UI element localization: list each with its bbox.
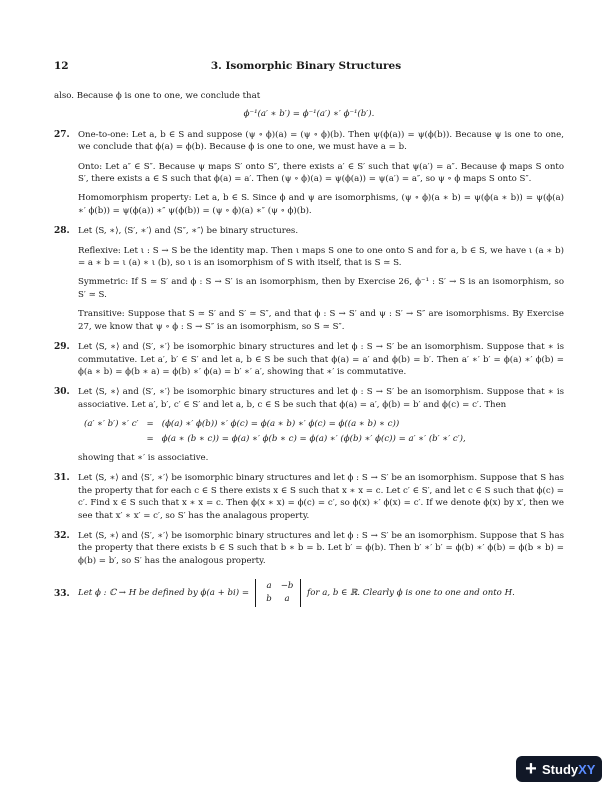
page-header — [54, 60, 558, 76]
problem-28-transitive: Transitive: Suppose that S ≃ S′ and S′ ≃ S″, and that ϕ : S → S′ and ψ : S′ → S″ are isomorphisms. By Exercise 27, we know that ψ ∘ ϕ : S → S″ is an isomorphism, so S ≃ S″. — [78, 309, 564, 332]
plus-icon: + — [525, 757, 537, 780]
problem-27-onto: Onto: Let a″ ∈ S″. Because ψ maps S′ onto S″, there exists a′ ∈ S′ such that ψ(a′) = a″. Because ϕ maps S onto S′, there exists a ∈ S such that ϕ(a) = a′. Then (ψ ∘ ϕ)(a) = ψ(ϕ(a)) = ψ(a′) = a″, so ψ ∘ ϕ maps S onto S″. — [78, 161, 564, 185]
problem-28-reflexive: Reflexive: Let ι : S → S be the identity map. Then ι maps S one to one onto S and for a, b ∈ S, we have ι (a ∗ b) = a ∗ b = ι (a) ∗ ι (b), so ι is an isomorphism of S with itself, that is S ≃ S. — [78, 245, 564, 269]
page-number: 12 — [54, 60, 69, 72]
problem-30-text: Let ⟨S, ∗⟩ and ⟨S′, ∗′⟩ be isomorphic binary structures and let ϕ : S → S′ be an isomorphism. Suppose that ∗ is associative. Let a′, b′, c′ ∈ S′ and let a, b, c ∈ S be such that ϕ(a) = a′, ϕ(b) = b′ and ϕ(c) = c′. Then — [78, 387, 564, 410]
eq-sign: = — [146, 433, 154, 444]
problem-number: 28. — [54, 226, 70, 237]
chapter-title: 3. Isomorphic Binary Structures — [210, 60, 402, 72]
problem-number: 32. — [54, 530, 70, 541]
eq-rhs-1: (ϕ(a) ∗′ ϕ(b)) ∗′ ϕ(c) = ϕ(a ∗ b) ∗′ ϕ(c) = ϕ((a ∗ b) ∗ c)) — [161, 419, 400, 430]
problem-32-text: Let ⟨S, ∗⟩ and ⟨S′, ∗′⟩ be isomorphic binary structures and let ϕ : S → S′ be an isomorphism. Suppose that S has the property that there exists b ∈ S such that b ∗ b = b. Let b′ = ϕ(b). Then b′ ∗′ b′ = ϕ(b) ∗′ ϕ(b) = ϕ(b ∗ b) = ϕ(b) = b′, so S′ has the analogous property. — [78, 530, 564, 566]
problem-number: 31. — [54, 473, 70, 484]
eq-lhs: (a′ ∗′ b′) ∗′ c′ — [84, 419, 139, 430]
problem-30-equation — [80, 417, 470, 446]
matrix-cell: a — [266, 581, 272, 592]
matrix-cell: −b — [280, 581, 294, 592]
problem-27-homomorphism: Homomorphism property: Let a, b ∈ S. Since ϕ and ψ are isomorphisms, (ψ ∘ ϕ)(a ∗ b) = ψ(ϕ(a ∗ b)) = ψ(ϕ(a) ∗′ ϕ(b)) = ψ(ϕ(a)) ∗″ ψ(ϕ(b)) = (ψ ∘ ϕ)(a) ∗″ (ψ ∘ ϕ)(b). — [78, 193, 564, 216]
logo-text: Study — [542, 761, 579, 777]
problem-number: 27. — [54, 129, 70, 140]
problem-33-post: for a, b ∈ ℝ. Clearly ϕ is one to one and onto H. — [307, 587, 515, 598]
problem-29-text: Let ⟨S, ∗⟩ and ⟨S′, ∗′⟩ be isomorphic binary structures and let ϕ : S → S′ be an isomorphism. Suppose that ∗ is commutative. Let a′, b′ ∈ S′ and let a, b ∈ S be such that ϕ(a) = a′ and ϕ(b) = b′. Then a′ ∗′ b′ = ϕ(a) ∗′ ϕ(b) = ϕ(a ∗ b) = ϕ(b ∗ a) = ϕ(b) ∗′ ϕ(a) = b′ ∗′ a′, showing that ∗′ is commutative. — [78, 342, 564, 377]
matrix — [255, 579, 301, 607]
problem-31 — [54, 472, 564, 522]
intro-text: also. Because ϕ is one to one, we conclude that — [54, 91, 261, 101]
problem-number: 30. — [54, 387, 70, 398]
problem-27-one-to-one: One-to-one: Let a, b ∈ S and suppose (ψ ∘ ϕ)(a) = (ψ ∘ ϕ)(b). Then ψ(ϕ(a)) = ψ(ϕ(b)). Because ψ is one to one, we conclude that ϕ(a) = ϕ(b). Because ϕ is one to one, we must have a = b. — [78, 129, 564, 153]
page-content — [54, 90, 564, 607]
problem-33 — [54, 579, 564, 607]
eq-sign: = — [146, 419, 154, 430]
problem-number: 33. — [54, 589, 70, 600]
matrix-cell: a — [284, 594, 290, 605]
problem-28 — [54, 225, 564, 333]
intro-equation: ϕ⁻¹(a′ ∗ b′) = ϕ⁻¹(a′) ∗′ ϕ⁻¹(b′). — [243, 109, 375, 120]
problem-29 — [54, 341, 564, 378]
problem-28-statement: Let ⟨S, ∗⟩, ⟨S′, ∗′⟩ and ⟨S″, ∗″⟩ be binary structures. — [78, 226, 299, 237]
problem-33-text — [78, 579, 564, 607]
studyx-logo — [516, 756, 602, 782]
problem-33-pre: Let ϕ : ℂ → H be defined by ϕ(a + bi) = — [78, 587, 250, 598]
problem-31-text: Let ⟨S, ∗⟩ and ⟨S′, ∗′⟩ be isomorphic binary structures and let ϕ : S → S′ be an isomorphism. Suppose that S has the property that for each c ∈ S there exists x ∈ S such that x ∗ x = c. Let c′ ∈ S′, and let c ∈ S such that ϕ(c) = c′. Find x ∈ S such that x ∗ x = c. Then ϕ(x ∗ x) = ϕ(c) = c′, so ϕ(x) ∗′ ϕ(x) = c′. If we denote ϕ(x) by x′, then we see that x′ ∗ x′ = c′, so S′ has the analagous property. — [78, 473, 564, 521]
problem-number: 29. — [54, 342, 70, 353]
matrix-cell: b — [266, 594, 272, 605]
problem-30-conclusion: showing that ∗′ is associative. — [78, 452, 209, 463]
problem-27 — [54, 129, 564, 217]
problem-30 — [54, 386, 564, 464]
problem-32 — [54, 530, 564, 567]
eq-rhs-2: ϕ(a ∗ (b ∗ c)) = ϕ(a) ∗′ ϕ(b ∗ c) = ϕ(a) ∗′ (ϕ(b) ∗′ ϕ(c)) = a′ ∗′ (b′ ∗′ c′), — [161, 433, 466, 444]
problem-28-symmetric: Symmetric: If S ≃ S′ and ϕ : S → S′ is an isomorphism, then by Exercise 26, ϕ⁻¹ : S′ → S is an isomorphism, so S′ ≃ S. — [78, 277, 564, 300]
logo-accent: XY — [578, 761, 596, 777]
